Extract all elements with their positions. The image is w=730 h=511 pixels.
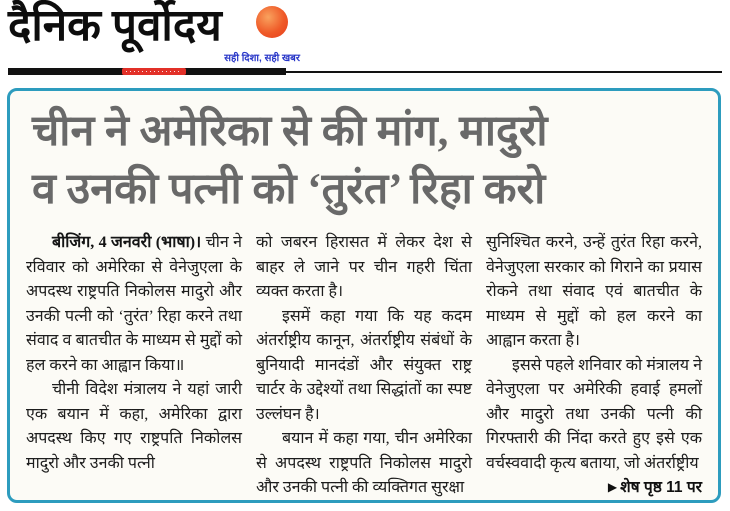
arrow-right-icon: ▶	[607, 480, 618, 494]
article-column-3	[486, 231, 702, 501]
headline-line-1: चीन ने अमेरिका से की मांग, मादुरो	[32, 108, 548, 155]
article-column-1	[26, 231, 242, 501]
continuation-label: शेष पृष्ठ 11 पर	[620, 479, 702, 496]
paragraph-text: इससे पहले शनिवार को मंत्रालय ने वेनेजुएला पर अमेरिकी हवाई हमलों और मादुरो तथा उनकी पत्नी की गिरफ्तारी की निंदा करते हुए इसे एक वर्चस्ववादी कृत्य बताया, जो अंतर्राष्ट्रीय	[486, 356, 702, 472]
article-clipping	[7, 88, 721, 503]
article-headline	[32, 103, 700, 219]
continuation-marker	[608, 476, 702, 501]
masthead	[0, 0, 730, 88]
paragraph	[486, 354, 702, 496]
masthead-tagline: सही दिशा, सही खबर	[224, 53, 300, 64]
masthead-rule	[8, 68, 722, 76]
paragraph-text: चीन ने रविवार को अमेरिका से वेनेजुएला के अपदस्थ राष्ट्रपति निकोलस मादुरो और उनकी पत्नी को ‘तुरंत’ रिहा करने तथा संवाद व बातचीत के माध्यम से मुद्दों को हल करने का आह्वान किया॥	[26, 234, 242, 374]
paragraph: सुनिश्चित करने, उन्हें तुरंत रिहा करने, वेनेजुएला सरकार को गिराने का प्रयास रोकने तथा संवाद एवं बातचीत के माध्यम से मुद्दों को हल करने का आह्वान करता है।	[486, 234, 702, 349]
paragraph: चीनी विदेश मंत्रालय ने यहां जारी एक बयान में कहा, अमेरिका द्वारा अपदस्थ किए गए राष्ट्रपति निकोलस मादुरो और उनकी पत्नी	[26, 381, 242, 472]
paragraph: बयान में कहा गया, चीन अमेरिका से अपदस्थ राष्ट्रपति निकोलस मादुरो और उनकी पत्नी की व्यक्तिगत सुरक्षा	[256, 430, 472, 496]
masthead-logo	[8, 0, 308, 68]
publisher-ribbon	[122, 68, 186, 75]
dateline: बीजिंग, 4 जनवरी (भाषा)।	[52, 234, 202, 251]
article-column-2	[256, 231, 472, 501]
paragraph: इसमें कहा गया कि यह कदम अंतर्राष्ट्रीय कानून, अंतर्राष्ट्रीय संबंधों के बुनियादी मानदंडों और संयुक्त राष्ट्र चार्टर के उद्देश्यों तथा सिद्धांतों का स्पष्ट उल्लंघन है।	[256, 307, 472, 423]
article-body	[26, 231, 702, 501]
headline-line-2: व उनकी पत्नी को ‘तुरंत’ रिहा करो	[32, 166, 546, 213]
paragraph	[26, 231, 242, 378]
paragraph: को जबरन हिरासत में लेकर देश से बाहर ले जाने पर चीन गहरी चिंता व्यक्त करता है।	[256, 234, 472, 300]
newspaper-title: दैनिक पूर्वोदय	[8, 1, 222, 50]
